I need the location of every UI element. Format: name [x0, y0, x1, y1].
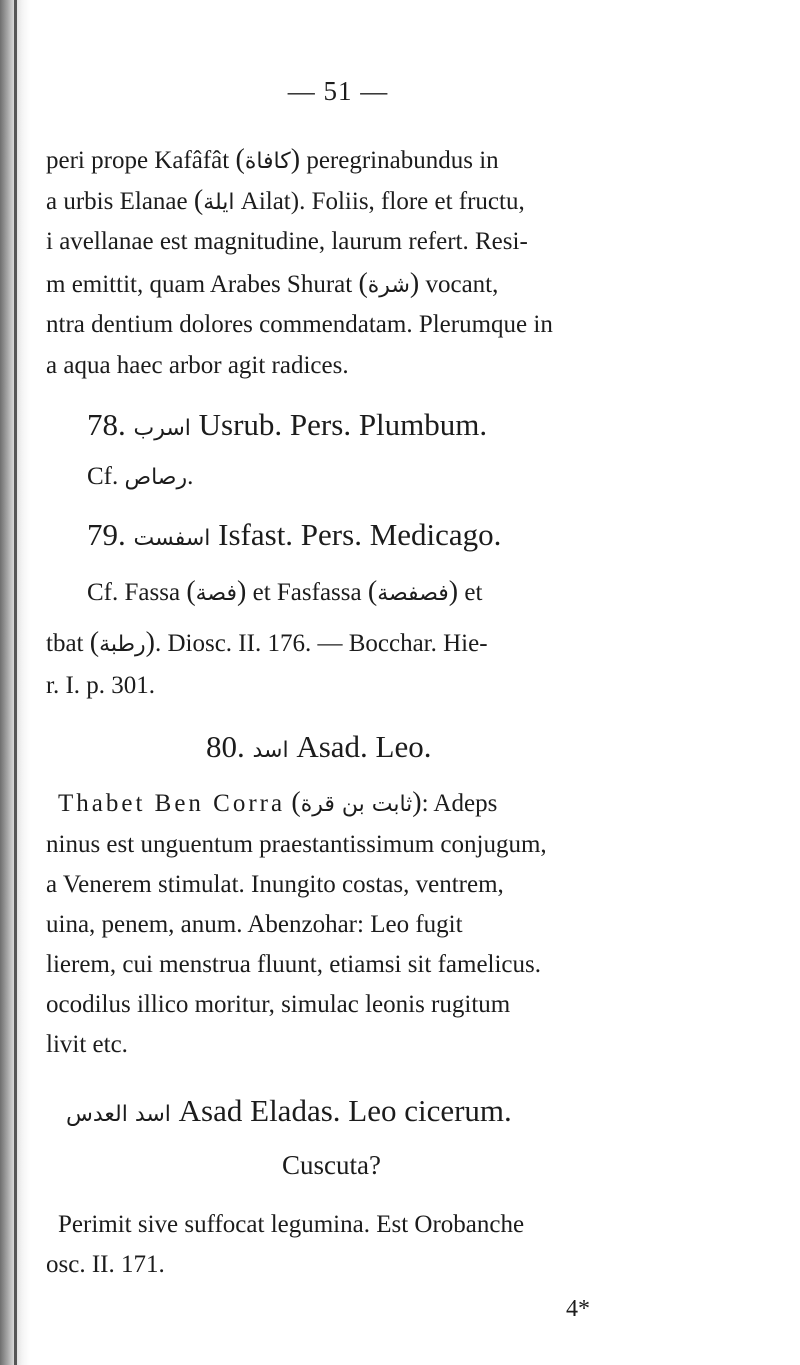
entry-79-crossref: Cf. Fassa (فصة) et Fasfassa (فصفصة) et [87, 576, 483, 607]
entry-81-heading: اسد العدس Asad Eladas. Leo cicerum. [66, 1093, 512, 1128]
entry-79-crossref: r. I. p. 301. [46, 672, 156, 699]
page [38, 0, 768, 1365]
entry-81-body: osc. II. 171. [46, 1251, 165, 1278]
text-line: a aqua haec arbor agit radices. [46, 352, 349, 379]
entry-80-body: livit etc. [46, 1031, 128, 1058]
entry-80-body: Thabet Ben Corra (ثابت بن قرة): Adeps [58, 787, 498, 818]
text-line: ntra dentium dolores commendatam. Plerumque in [46, 311, 553, 338]
entry-80-body: ninus est unguentum praestantissimum conjugum, [46, 831, 547, 858]
binding-mark [14, 0, 17, 1365]
entry-81-subheading: Cuscuta? [282, 1150, 381, 1180]
text-line: peri prope Kafâfât (كافاة) peregrinabundus in [46, 144, 499, 175]
entry-79-heading: 79. اسفست Isfast. Pers. Medicago. [87, 517, 502, 552]
entry-80-heading: 80. اسد Asad. Leo. [206, 729, 432, 764]
entry-78-crossref: Cf. رصاص. [87, 463, 194, 490]
text-line: i avellanae est magnitudine, laurum refert. Resi- [46, 228, 528, 255]
entry-79-crossref: tbat (رطبة). Diosc. II. 176. — Bocchar. Hie- [46, 627, 488, 658]
signature-mark: 4* [566, 1296, 590, 1322]
entry-80-body: ocodilus illico moritur, simulac leonis rugitum [46, 991, 511, 1018]
entry-80-body: a Venerem stimulat. Inungito costas, ventrem, [46, 871, 504, 898]
entry-80-body: uina, penem, anum. Abenzohar: Leo fugit [46, 911, 463, 938]
entry-78-heading: 78. اسرب Usrub. Pers. Plumbum. [87, 407, 488, 442]
entry-81-body: Perimit sive suffocat legumina. Est Orobanche [58, 1211, 525, 1238]
entry-80-body: lierem, cui menstrua fluunt, etiamsi sit famelicus. [46, 951, 542, 978]
text-line: m emittit, quam Arabes Shurat (شرة) vocant, [46, 268, 499, 299]
text-line: a urbis Elanae (ايلة Ailat). Foliis, flore et fructu, [46, 185, 525, 216]
page-number: — 51 — [287, 76, 389, 106]
